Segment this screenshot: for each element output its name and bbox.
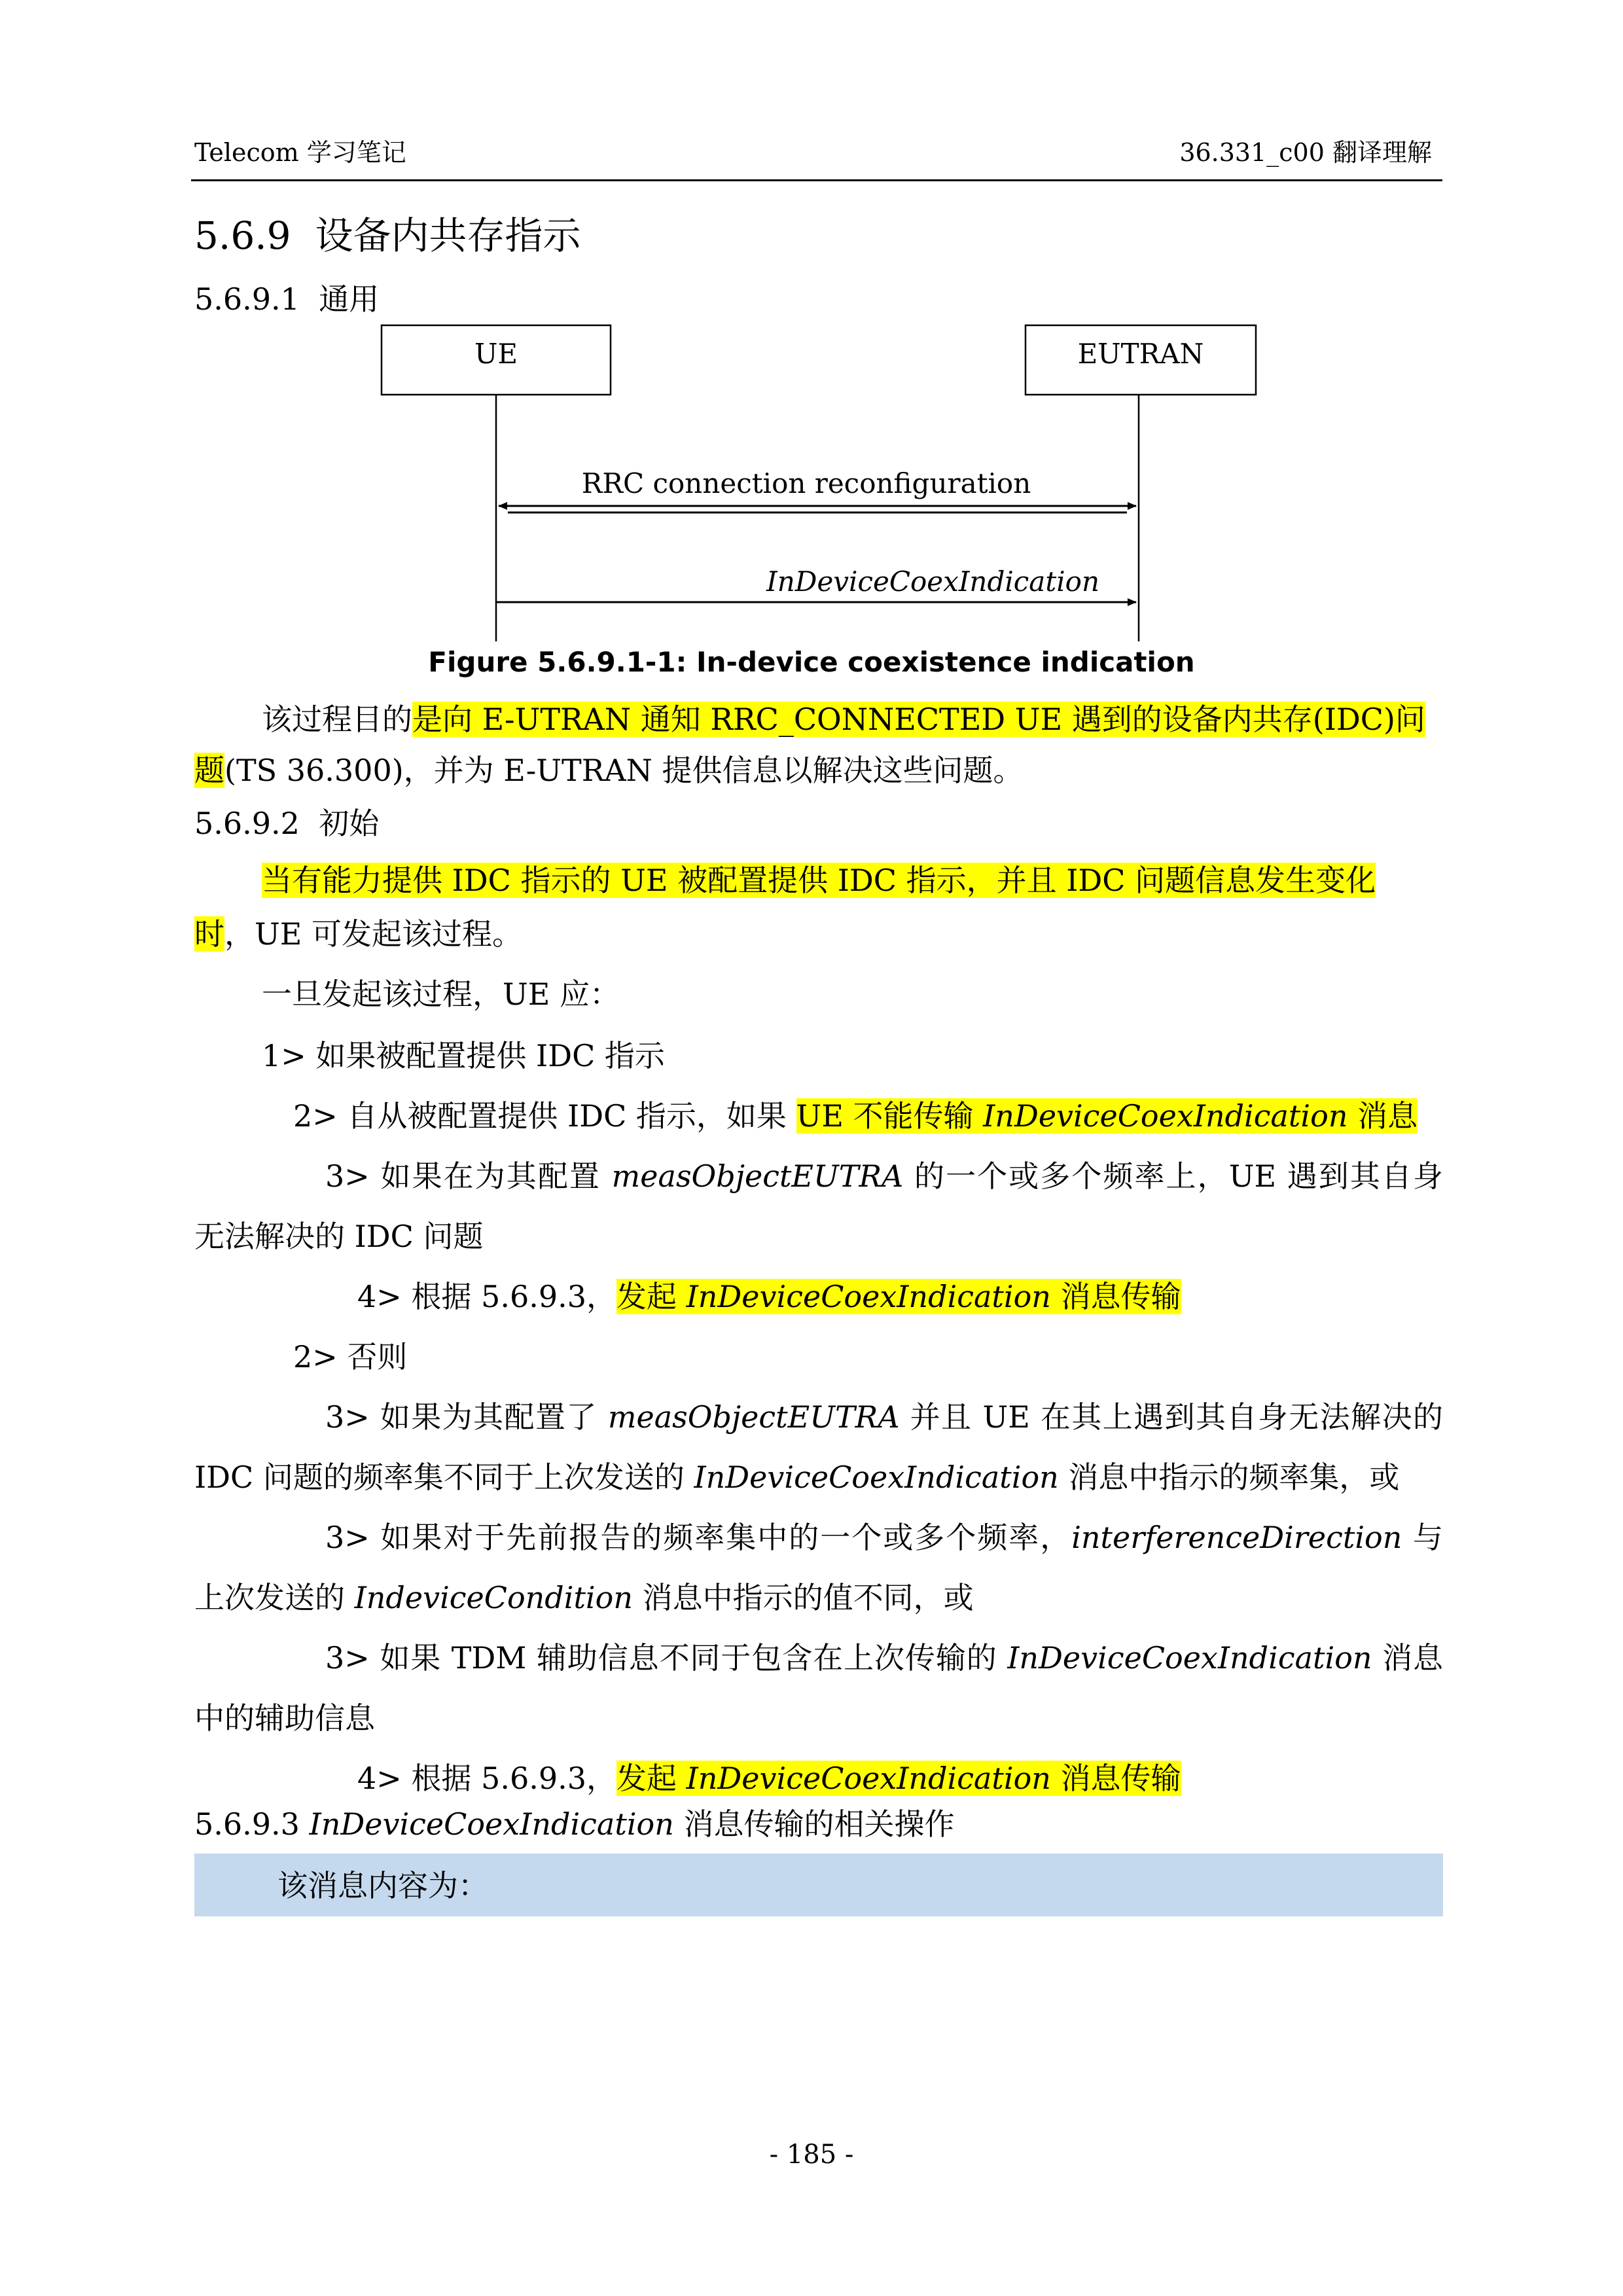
- item-4-hl-end: 消息传输: [1050, 1279, 1181, 1314]
- item-9-hl-end: 消息传输: [1050, 1761, 1181, 1796]
- section-title: 设备内共存指示: [315, 213, 581, 258]
- item-7-italic-2: IndeviceCondition: [354, 1580, 633, 1615]
- item-8-line1: [325, 1636, 1443, 1679]
- item-9-highlight: [616, 1761, 1181, 1796]
- item-5: 2> 否则: [293, 1339, 408, 1374]
- item-8-text-c: 消息: [1372, 1640, 1444, 1676]
- item-6-text-f: 消息中指示的频率集，或: [1058, 1460, 1400, 1495]
- para1-line1-start: 该过程目的: [262, 702, 412, 737]
- item-6-text-d: IDC 问题的频率集不同于上次发送的: [194, 1460, 694, 1495]
- subsection-1-title: 通用: [319, 281, 380, 317]
- para2-highlight-2: 时: [194, 916, 224, 952]
- item-4-text: 4> 根据 5.6.9.3，: [357, 1279, 616, 1314]
- item-4-hl-italic: InDeviceCoexIndication: [686, 1279, 1051, 1314]
- para2-highlight-1: 当有能力提供 IDC 指示的 UE 被配置提供 IDC 指示，并且 IDC 问题信息发生变化: [262, 863, 1376, 898]
- header-left: Telecom 学习笔记: [194, 138, 406, 167]
- item-7-text-f: 消息中指示的值不同，或: [632, 1580, 974, 1615]
- para1-line1: [262, 698, 1425, 741]
- item-2-text: 2> 自从被配置提供 IDC 指示，如果: [293, 1098, 796, 1134]
- subsection-3-heading: [194, 1803, 955, 1845]
- item-8-italic: InDeviceCoexIndication: [1007, 1640, 1372, 1676]
- para1-highlight-2: 题: [194, 753, 224, 788]
- para2-line2-rest: ，UE 可发起该过程。: [224, 916, 522, 952]
- item-4-highlight: [616, 1279, 1181, 1314]
- subsection-3-title-italic: InDeviceCoexIndication: [309, 1806, 674, 1842]
- item-6-line2: [194, 1456, 1399, 1499]
- item-4: [357, 1275, 1181, 1318]
- item-9-text: 4> 根据 5.6.9.3，: [357, 1761, 616, 1796]
- item-8-text-a: 3> 如果 TDM 辅助信息不同于包含在上次传输的: [325, 1640, 1008, 1676]
- item-2: [293, 1094, 1418, 1138]
- para1-highlight-1: 是向 E-UTRAN 通知 RRC_CONNECTED UE 遇到的设备内共存(IDC)问: [412, 702, 1425, 737]
- item-2-hl-text: UE 不能传输: [796, 1098, 984, 1134]
- item-6-text-a: 3> 如果为其配置了: [325, 1399, 608, 1435]
- subsection-1-number: 5.6.9.1: [194, 281, 300, 317]
- item-7-line1: [325, 1516, 1443, 1559]
- item-2-hl-end: 消息: [1347, 1098, 1418, 1134]
- para3: 一旦发起该过程，UE 应：: [262, 977, 620, 1012]
- msg-idc-label: InDeviceCoexIndication: [766, 565, 1099, 598]
- item-6-italic-2: InDeviceCoexIndication: [694, 1460, 1059, 1495]
- item-2-hl-italic: InDeviceCoexIndication: [983, 1098, 1348, 1134]
- item-9: [357, 1757, 1181, 1800]
- item-2-highlight: [796, 1098, 1418, 1134]
- item-3-italic: measObjectEUTRA: [611, 1158, 904, 1194]
- page-number: - 185 -: [769, 2140, 854, 2170]
- para1-line2: [194, 749, 1023, 792]
- item-3-text-a: 3> 如果在为其配置: [325, 1158, 612, 1194]
- item-7-line2: [194, 1576, 974, 1619]
- item-8-line2: 中的辅助信息: [194, 1700, 375, 1736]
- item-9-hl-italic: InDeviceCoexIndication: [686, 1761, 1051, 1796]
- item-3-line1: [325, 1155, 1443, 1198]
- item-7-text-c: 与: [1402, 1520, 1444, 1555]
- item-1: 1> 如果被配置提供 IDC 指示: [262, 1038, 665, 1073]
- item-7-text-d: 上次发送的: [194, 1580, 355, 1615]
- item-6-text-c: 并且 UE 在其上遇到其自身无法解决的: [899, 1399, 1443, 1435]
- subsection-3-number: 5.6.9.3: [194, 1806, 300, 1842]
- header-right: 36.331_c00 翻译理解: [1179, 138, 1432, 167]
- item-7-text-a: 3> 如果对于先前报告的频率集中的一个或多个频率，: [325, 1520, 1072, 1555]
- item-6-italic: measObjectEUTRA: [607, 1399, 900, 1435]
- item-9-hl-text: 发起: [616, 1761, 687, 1796]
- item-6-line1: [325, 1395, 1443, 1439]
- subsection-2-title: 初始: [319, 806, 380, 841]
- item-4-hl-text: 发起: [616, 1279, 687, 1314]
- sequence-diagram: [0, 0, 1623, 655]
- eutran-label: EUTRAN: [1077, 338, 1204, 370]
- figure-caption: Figure 5.6.9.1-1: In-device coexistence indication: [428, 646, 1195, 678]
- subsection-2-number: 5.6.9.2: [194, 806, 300, 841]
- item-3-text-c: 的一个或多个频率上，UE 遇到其自身: [903, 1158, 1443, 1194]
- subsection-3-title-rest: 消息传输的相关操作: [673, 1806, 955, 1842]
- msg-rrc-label: RRC connection reconfiguration: [581, 467, 1031, 499]
- item-3-line2: 无法解决的 IDC 问题: [194, 1219, 484, 1254]
- ue-label: UE: [474, 338, 518, 370]
- para2-line2: [194, 912, 522, 956]
- item-7-italic: interferenceDirection: [1071, 1520, 1402, 1555]
- para2-line1: [262, 859, 1376, 902]
- subsection-2-heading: [194, 802, 379, 844]
- shaded-text: 该消息内容为：: [277, 1868, 488, 1903]
- section-number: 5.6.9: [194, 213, 291, 258]
- para1-line2-rest: (TS 36.300)，并为 E-UTRAN 提供信息以解决这些问题。: [224, 753, 1024, 788]
